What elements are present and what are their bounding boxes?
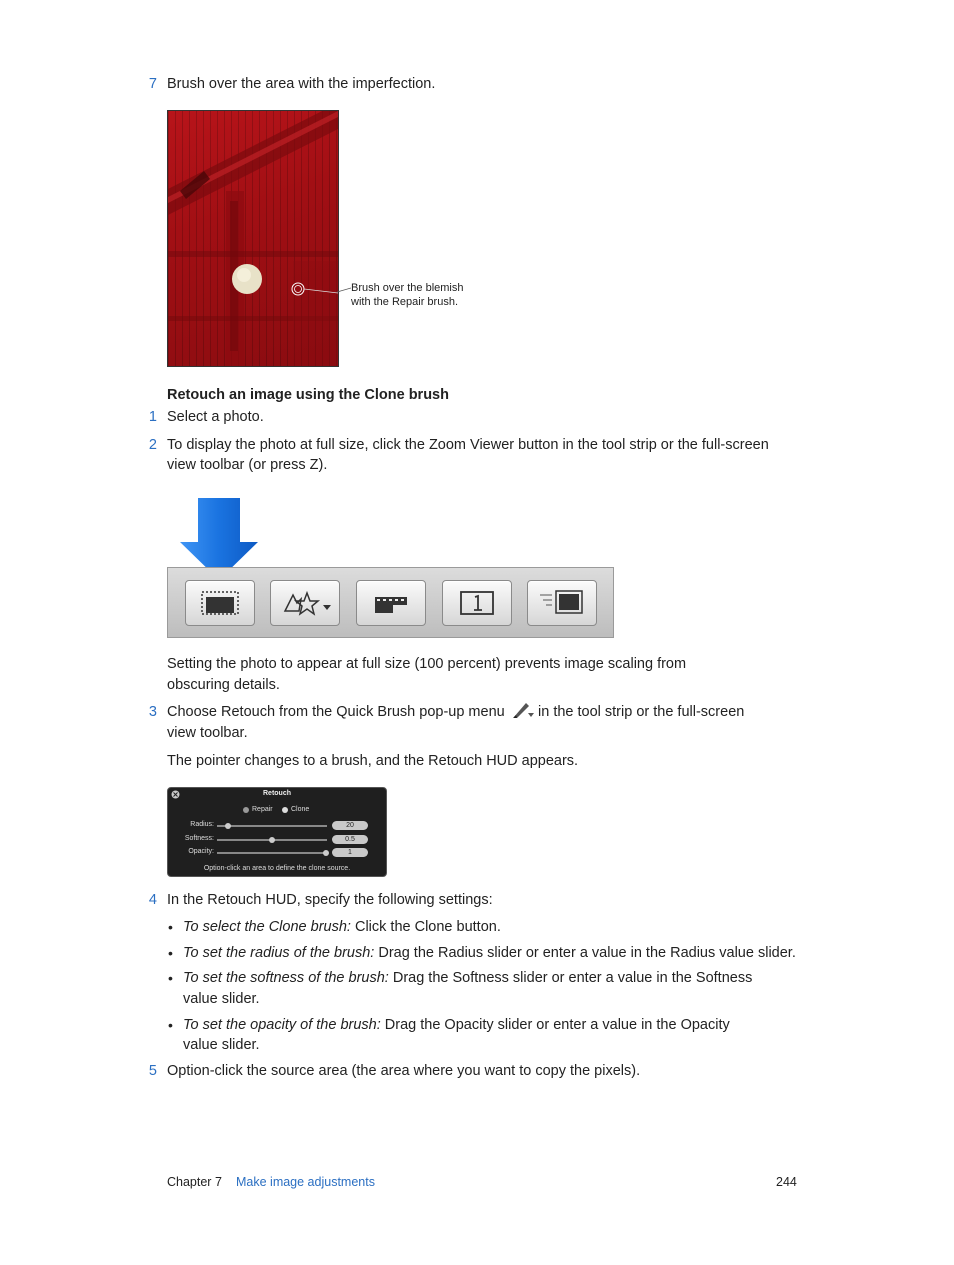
bullet-mark: •	[168, 919, 173, 935]
door-photo	[167, 110, 339, 367]
step-number: 3	[148, 704, 157, 720]
step-text: Brush over the area with the imperfection.	[167, 76, 436, 92]
step-number: 5	[148, 1063, 157, 1079]
full-screen-button[interactable]	[527, 580, 597, 626]
bullet-mark: •	[168, 1017, 173, 1033]
step-text: Choose Retouch from the Quick Brush pop-up menu	[167, 704, 505, 720]
filmstrip-button[interactable]	[356, 580, 426, 626]
bullet-item: To set the opacity of the brush: Drag the Opacity slider or enter a value in the Opacity	[183, 1017, 730, 1033]
step-text: To display the photo at full size, click the Zoom Viewer button in the tool strip or the full-screen	[167, 437, 769, 453]
body-paragraph: The pointer changes to a brush, and the Retouch HUD appears.	[167, 753, 579, 769]
quick-brush-button[interactable]	[270, 580, 340, 626]
bullet-item-cont: value slider.	[183, 1037, 260, 1053]
clone-radio[interactable]	[282, 807, 288, 813]
body-paragraph: Setting the photo to appear at full size (100 percent) prevents image scaling from	[167, 656, 687, 672]
radius-value[interactable]: 20	[332, 821, 368, 830]
bullet-mark: •	[168, 970, 173, 986]
opacity-slider-knob[interactable]	[323, 850, 329, 856]
clone-label: Clone	[291, 806, 310, 813]
filmstrip-icon	[357, 581, 425, 625]
zoom-viewer-icon	[186, 581, 254, 625]
radius-slider[interactable]	[217, 825, 327, 827]
step-number: 1	[148, 409, 157, 425]
step-text-cont: view toolbar (or press Z).	[167, 457, 328, 473]
tool-strip	[167, 567, 614, 638]
step-text-after-icon: in the tool strip or the full-screen	[538, 704, 745, 720]
footer-chapter-link[interactable]: Make image adjustments	[236, 1175, 375, 1189]
radius-label: Radius:	[190, 821, 214, 828]
quick-brush-icon	[271, 581, 339, 625]
bullet-item-cont: value slider.	[183, 991, 260, 1007]
step-text: Option-click the source area (the area where you want to copy the pixels).	[167, 1063, 641, 1079]
door-illustration	[168, 111, 338, 366]
hud-hint: Option-click an area to define the clone source.	[203, 865, 351, 872]
one-up-icon	[443, 581, 511, 625]
step-number: 2	[148, 437, 157, 453]
repair-label: Repair	[252, 806, 273, 813]
softness-slider-knob[interactable]	[269, 837, 275, 843]
one-up-button[interactable]	[442, 580, 512, 626]
section-heading: Retouch an image using the Clone brush	[167, 387, 449, 403]
footer-chapter: Chapter 7	[167, 1175, 222, 1189]
step-text: In the Retouch HUD, specify the following settings:	[167, 892, 493, 908]
body-paragraph-cont: obscuring details.	[167, 677, 280, 693]
repair-radio[interactable]	[243, 807, 249, 813]
step-number: 7	[148, 76, 157, 92]
opacity-label: Opacity:	[188, 848, 214, 855]
hud-title: Retouch	[263, 790, 291, 797]
step-text-cont: view toolbar.	[167, 725, 248, 741]
opacity-value[interactable]: 1	[332, 848, 368, 857]
bullet-mark: •	[168, 945, 173, 961]
softness-label: Softness:	[184, 835, 214, 842]
retouch-hud	[167, 787, 387, 877]
bullet-item: To set the softness of the brush: Drag the Softness slider or enter a value in the Softness	[183, 970, 753, 986]
callout-line	[337, 286, 351, 296]
softness-value[interactable]: 0.5	[332, 835, 368, 844]
zoom-viewer-button[interactable]	[185, 580, 255, 626]
opacity-slider[interactable]	[217, 852, 327, 854]
step-number: 4	[148, 892, 157, 908]
quick-brush-menu-icon	[511, 700, 535, 720]
bullet-item: To set the radius of the brush: Drag the Radius slider or enter a value in the Radius value slider.	[183, 945, 796, 961]
radius-slider-knob[interactable]	[225, 823, 231, 829]
full-screen-icon	[528, 581, 596, 625]
step-text: Select a photo.	[167, 409, 264, 425]
photo-callout: Brush over the blemish with the Repair brush.	[351, 282, 464, 308]
bullet-item: To select the Clone brush: Click the Clone button.	[183, 919, 501, 935]
page-number: 244	[776, 1175, 797, 1189]
